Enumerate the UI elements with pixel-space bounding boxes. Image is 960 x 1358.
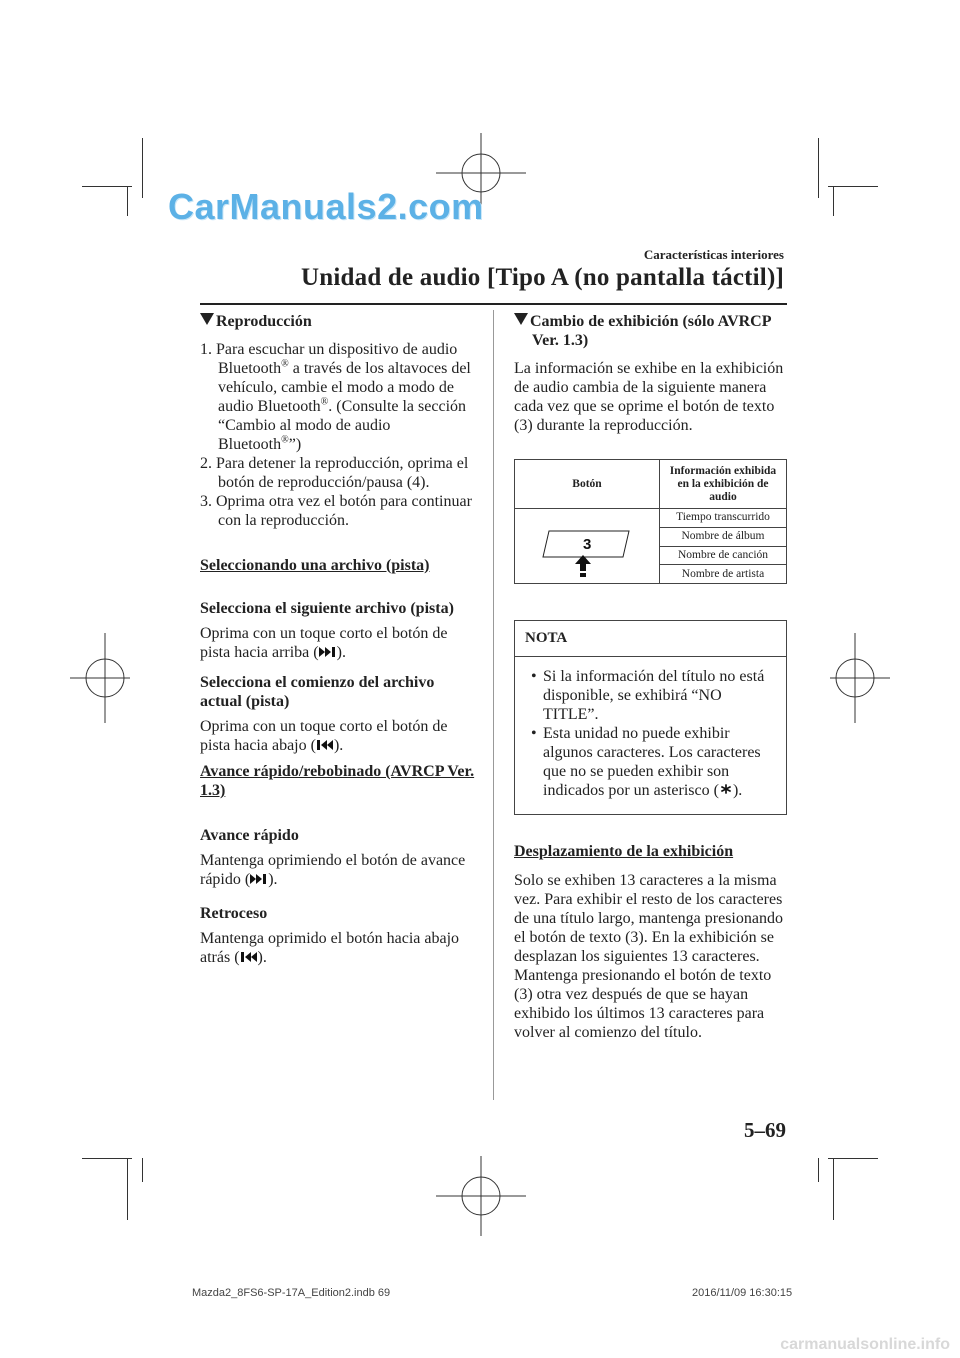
registration-mark-icon — [70, 633, 130, 723]
list-item: 3. Oprima otra vez el botón para continuar con la reproducción. — [200, 493, 472, 529]
nota-title: NOTA — [515, 621, 786, 657]
track-up-icon — [250, 873, 268, 885]
fast-forward-heading: Avance rápido/rebobinado (AVRCP Ver. 1.3) — [200, 763, 475, 799]
chapter-title: Unidad de audio [Tipo A (no pantalla táctil)] — [301, 264, 784, 291]
crop-mark-icon — [82, 186, 132, 187]
scroll-text: Solo se exhiben 13 caracteres a la misma vez. Para exhibir el resto de los caracteres de una título largo, mantenga presionando el botón de texto (3). En la exhibición se desplazan los siguientes 13 caracteres. Mantenga presionando el botón de texto (3) otra vez después de que se hayan exhibido los últimos 13 caracteres para volver al comienzo del título. — [514, 872, 783, 1041]
footer-file: Mazda2_8FS6-SP-17A_Edition2.indb 69 — [192, 1287, 391, 1299]
steps-list — [200, 340, 476, 530]
right-column — [514, 312, 788, 1042]
registration-mark-icon: ® — [281, 358, 289, 370]
triangle-bullet-icon — [200, 313, 214, 325]
list-item: 2. Para detener la reproducción, oprima el botón de reproducción/pausa (4). — [200, 455, 469, 491]
list-item: 1. Para escuchar un dispositivo de audio Bluetooth® a través de los altavoces del vehículo, cambie el modo a modo de audio Bluetooth®. (Consulte la sección “Cambio al modo de audio Bluetooth®”) — [200, 341, 471, 453]
track-up-icon — [319, 646, 337, 658]
text-button-label: 3 — [583, 536, 592, 553]
nota-list — [515, 657, 786, 814]
crop-mark-icon — [818, 1158, 819, 1182]
table-header-cell: Botón — [515, 460, 660, 509]
table-header-cell: Información exhibida en la exhibición de audio — [660, 460, 787, 509]
scroll-heading: Desplazamiento de la exhibición — [514, 843, 734, 860]
next-track-text: Oprima con un toque corto el botón de pista hacia arriba ( ). — [200, 625, 448, 661]
select-file-heading: Seleccionando una archivo (pista) — [200, 557, 430, 574]
display-info-table — [514, 459, 787, 584]
left-column — [200, 312, 476, 967]
nota-box — [514, 620, 787, 815]
reproduccion-heading: Reproducción — [200, 312, 476, 331]
table-row — [515, 509, 787, 528]
list-item: • Si la información del título no está disponible, se exhibirá “NO TITLE”. — [525, 667, 778, 724]
section-label: Características interiores — [643, 247, 784, 262]
fast-forward-text: Mantenga oprimiendo el botón de avance rápido ( ). — [200, 852, 466, 888]
crop-mark-icon — [82, 1158, 132, 1159]
registration-mark-icon — [436, 1156, 526, 1236]
crop-mark-icon — [142, 1158, 143, 1182]
footer-date: 2016/11/09 16:30:15 — [692, 1287, 793, 1299]
text-button-cell — [515, 509, 660, 584]
fast-forward-subheading: Avance rápido — [200, 827, 299, 844]
table-header-row — [515, 460, 787, 509]
rewind-subheading: Retroceso — [200, 905, 268, 922]
display-change-text: La información se exhibe en la exhibición de audio cambia de la siguiente manera cada vez que se oprime el botón de texto (3) durante la reproducción. — [514, 360, 784, 434]
text-button-icon — [523, 509, 651, 579]
crop-mark-icon — [127, 186, 128, 216]
registration-mark-icon — [830, 633, 890, 723]
track-start-heading: Selecciona el comienzo del archivo actual (pista) — [200, 674, 435, 710]
crop-mark-icon — [833, 186, 834, 216]
triangle-bullet-icon — [514, 313, 528, 325]
track-down-icon — [240, 951, 258, 963]
column-divider — [493, 310, 494, 1100]
track-start-text: Oprima con un toque corto el botón de pista hacia abajo ( ). — [200, 718, 448, 754]
registration-mark-icon: ® — [281, 434, 289, 446]
display-change-heading: Cambio de exhibición (sólo AVRCP Ver. 1.3) — [514, 312, 788, 350]
table-cell: Nombre de álbum — [660, 527, 787, 546]
footer-site: carmanualsonline.info — [780, 1336, 950, 1353]
next-track-heading: Selecciona el siguiente archivo (pista) — [200, 600, 454, 617]
watermark-logo: CarManuals2.com — [168, 186, 484, 227]
rewind-text: Mantenga oprimido el botón hacia abajo atrás ( ). — [200, 930, 460, 966]
crop-mark-icon — [828, 1158, 878, 1159]
page-number: 5–69 — [744, 1118, 786, 1142]
asterisk-icon — [719, 782, 733, 796]
crop-mark-icon — [818, 138, 819, 198]
registration-mark-icon: ® — [320, 396, 329, 408]
table-cell: Tiempo transcurrido — [660, 509, 787, 528]
table-cell: Nombre de artista — [660, 565, 787, 584]
list-item: • Esta unidad no puede exhibir algunos caracteres. Los caracteres que no se pueden exhibir son indicados por un asterisco ( ). — [525, 724, 778, 800]
crop-mark-icon — [127, 1158, 128, 1220]
track-down-icon — [316, 739, 334, 751]
table-cell: Nombre de canción — [660, 546, 787, 565]
crop-mark-icon — [828, 186, 878, 187]
header-rule — [200, 303, 787, 305]
crop-mark-icon — [833, 1158, 834, 1220]
crop-mark-icon — [142, 138, 143, 198]
